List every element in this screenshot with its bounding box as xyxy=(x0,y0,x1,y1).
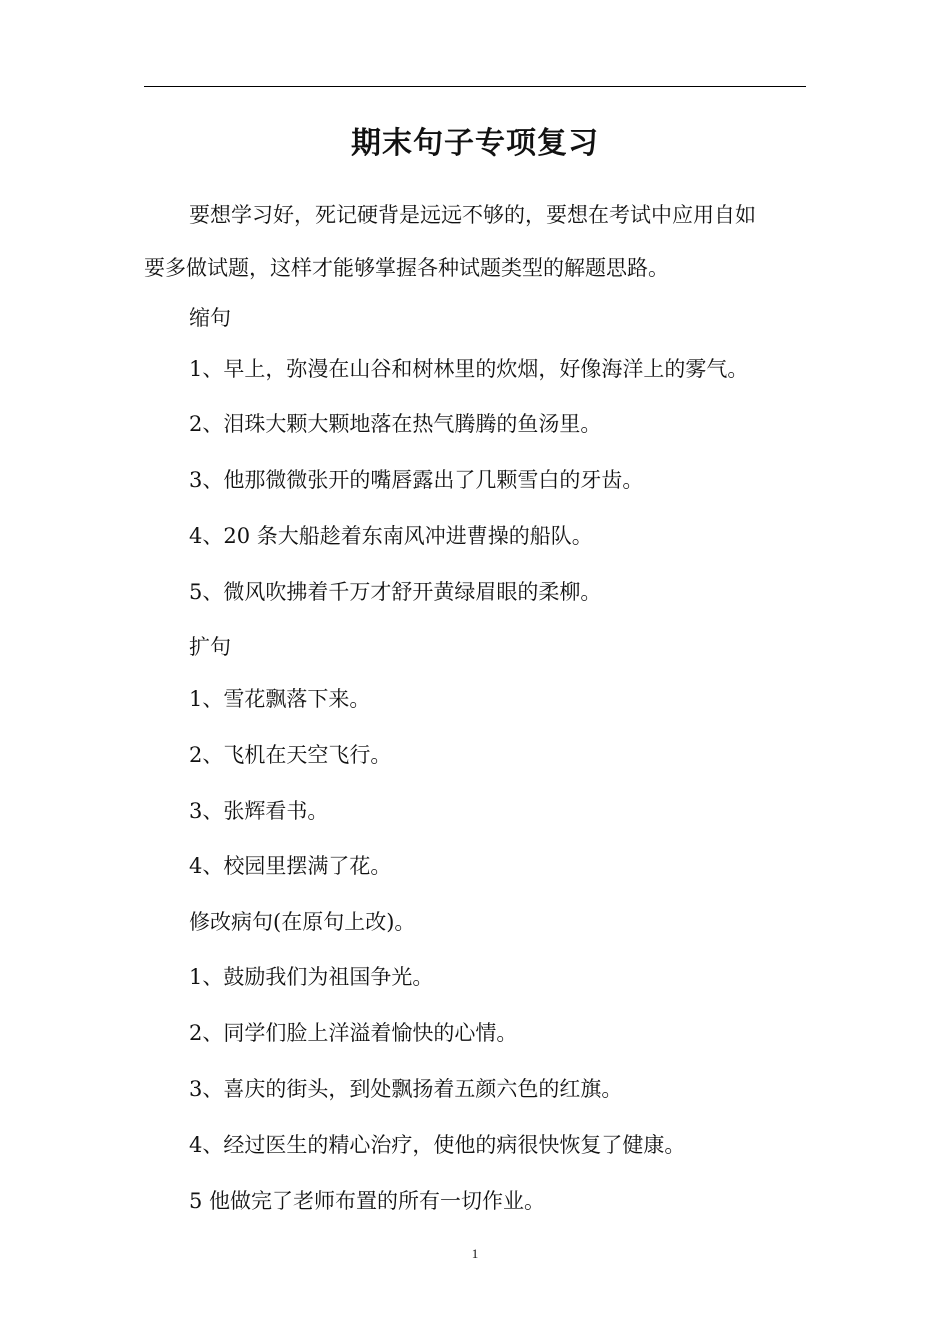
list-item: 3、喜庆的街头，到处飘扬着五颜六色的红旗。 xyxy=(189,1077,623,1101)
list-item: 2、泪珠大颗大颗地落在热气腾腾的鱼汤里。 xyxy=(189,412,602,436)
list-item: 2、同学们脸上洋溢着愉快的心情。 xyxy=(189,1021,518,1045)
page-number: 1 xyxy=(471,1246,479,1261)
list-item: 1、早上，弥漫在山谷和树林里的炊烟，好像海洋上的雾气。 xyxy=(189,357,749,381)
list-item: 5 他做完了老师布置的所有一切作业。 xyxy=(189,1189,546,1213)
list-item: 4、20 条大船趁着东南风冲进曹操的船队。 xyxy=(189,524,593,548)
list-item: 3、他那微微张开的嘴唇露出了几颗雪白的牙齿。 xyxy=(189,468,644,492)
list-item: 5、微风吹拂着千万才舒开黄绿眉眼的柔柳。 xyxy=(189,580,602,604)
intro-line-2: 要多做试题，这样才能够掌握各种试题类型的解题思路。 xyxy=(144,256,669,280)
intro-line-1: 要想学习好，死记硬背是远远不够的，要想在考试中应用自如 xyxy=(189,203,756,227)
list-item: 4、校园里摆满了花。 xyxy=(189,854,392,878)
list-item: 1、雪花飘落下来。 xyxy=(189,687,371,711)
list-item: 1、鼓励我们为祖国争光。 xyxy=(189,965,434,989)
list-item: 2、飞机在天空飞行。 xyxy=(189,743,392,767)
list-item: 3、张辉看书。 xyxy=(189,799,329,823)
section-heading-condense: 缩句 xyxy=(189,306,231,330)
section-heading-correct: 修改病句(在原句上改)。 xyxy=(189,910,416,934)
list-item: 4、经过医生的精心治疗，使他的病很快恢复了健康。 xyxy=(189,1133,686,1157)
page-title: 期末句子专项复习 xyxy=(351,126,599,161)
header-rule xyxy=(144,86,806,87)
section-heading-expand: 扩句 xyxy=(189,635,231,659)
